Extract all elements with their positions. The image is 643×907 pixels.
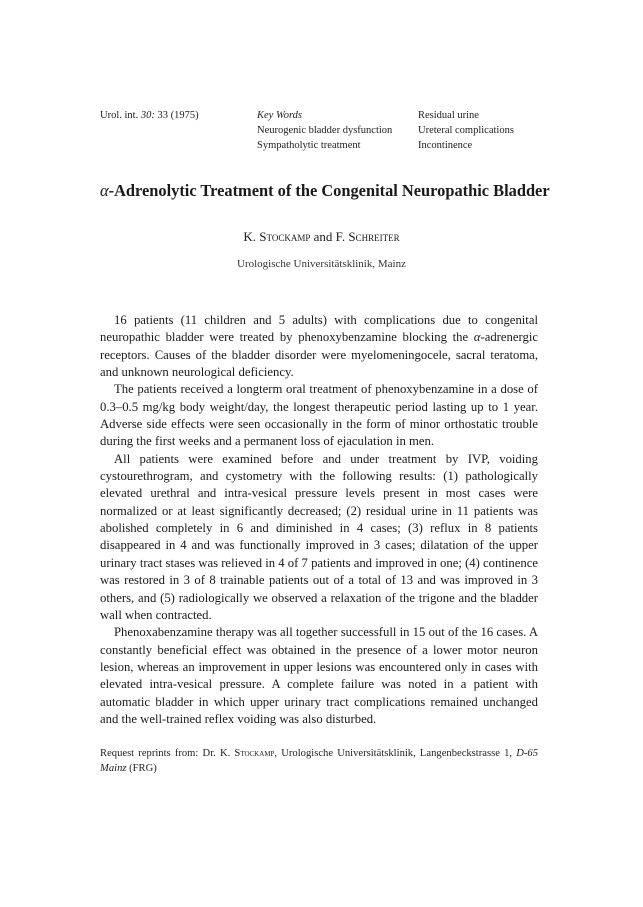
key-word: Neurogenic bladder dysfunction xyxy=(257,125,393,136)
key-word: Ureteral complications xyxy=(418,125,514,136)
key-words-column-1 xyxy=(257,108,392,153)
affiliation: Urologische Universitätsklinik, Mainz xyxy=(237,258,406,270)
abstract-paragraph xyxy=(100,312,538,381)
reprint-prefix: Request reprints from: Dr. K. xyxy=(100,748,235,759)
key-word: Incontinence xyxy=(418,140,473,151)
citation-volume: 30: xyxy=(140,110,155,121)
author-1-surname: Stockamp xyxy=(259,229,311,244)
abstract-paragraph: The patients received a longterm oral treatment of phenoxybenzamine in a dose of 0.3–0.5 mg/kg body weight/day, the longest therapeutic period lasting up to 1 year. Adverse side effects were seen occasionally in the form of minor orthostatic trouble during the first weeks and a permanent loss of ejaculation in men. xyxy=(100,382,538,449)
alpha-symbol: α xyxy=(473,330,481,345)
key-words-label: Key Words xyxy=(257,110,303,121)
reprint-address: , Urologische Universitätsklinik, Langenbeckstrasse 1, xyxy=(274,748,517,759)
citation-journal: Urol. int. xyxy=(100,110,141,121)
abstract-text: -adrenergic receptors. Causes of the bladder disorder were myelomeningocele, sacral teratoma, and unknown neurological deficiency. xyxy=(100,330,538,380)
citation-pages-year: 33 (1975) xyxy=(154,110,199,121)
key-words-column-2 xyxy=(418,108,514,153)
abstract-paragraph: All patients were examined before and under treatment by IVP, voiding cystourethrogram, and cystometry with the following results: (1) pathologically elevated urethral and intra-vesical pressure levels present in most cases were normalized or at least significantly decreased; (2) residual urine in 11 patients was abolished completely in 6 and diminished in 4 cases; (3) reflux in 8 patients disappeared in 4 and was functionally improved in 3 cases; dilatation of the upper urinary tract stases was relieved in 4 of 7 patients and improved in one; (4) continence was restored in 3 of 8 trainable patients out of a total of 13 and was improved in 3 others, and (5) radiologically we observed a relaxation of the trigone and the bladder wall when contracted. xyxy=(100,451,538,622)
title-alpha-symbol: α xyxy=(100,181,109,200)
reprint-name: Stockamp xyxy=(234,748,275,759)
key-word: Sympatholytic treatment xyxy=(257,140,361,151)
article-title xyxy=(100,181,560,201)
journal-citation xyxy=(100,108,199,123)
reprint-postcode-city: D-65 Mainz xyxy=(100,748,538,774)
abstract xyxy=(100,312,538,728)
title-text: -Adrenolytic Treatment of the Congenital Neuropathic Bladder xyxy=(108,181,550,200)
reprint-country: (FRG) xyxy=(126,763,157,774)
abstract-text: 16 patients (11 children and 5 adults) with complications due to congenital neuropathic bladder were treated by phenoxybenzamine blocking the xyxy=(100,313,538,345)
reprint-request xyxy=(100,746,538,776)
author-2-surname: Schreiter xyxy=(348,229,400,244)
author-1-initial: K. xyxy=(243,229,260,244)
author-2-initial: F. xyxy=(335,229,349,244)
author-connector: and xyxy=(310,229,336,244)
abstract-paragraph: Phenoxabenzamine therapy was all together successfull in 15 out of the 16 cases. A constantly beneficial effect was obtained in the presence of a lower motor neuron lesion, whereas an improvement in upper lesions was encountered only in cases with elevated intra-vesical pressure. A complete failure was noted in a patient with automatic bladder in which upper urinary tract complications remained unchanged and the well-trained reflex voiding was also disturbed. xyxy=(100,625,538,726)
key-word: Residual urine xyxy=(418,110,479,121)
author-line xyxy=(0,229,643,245)
